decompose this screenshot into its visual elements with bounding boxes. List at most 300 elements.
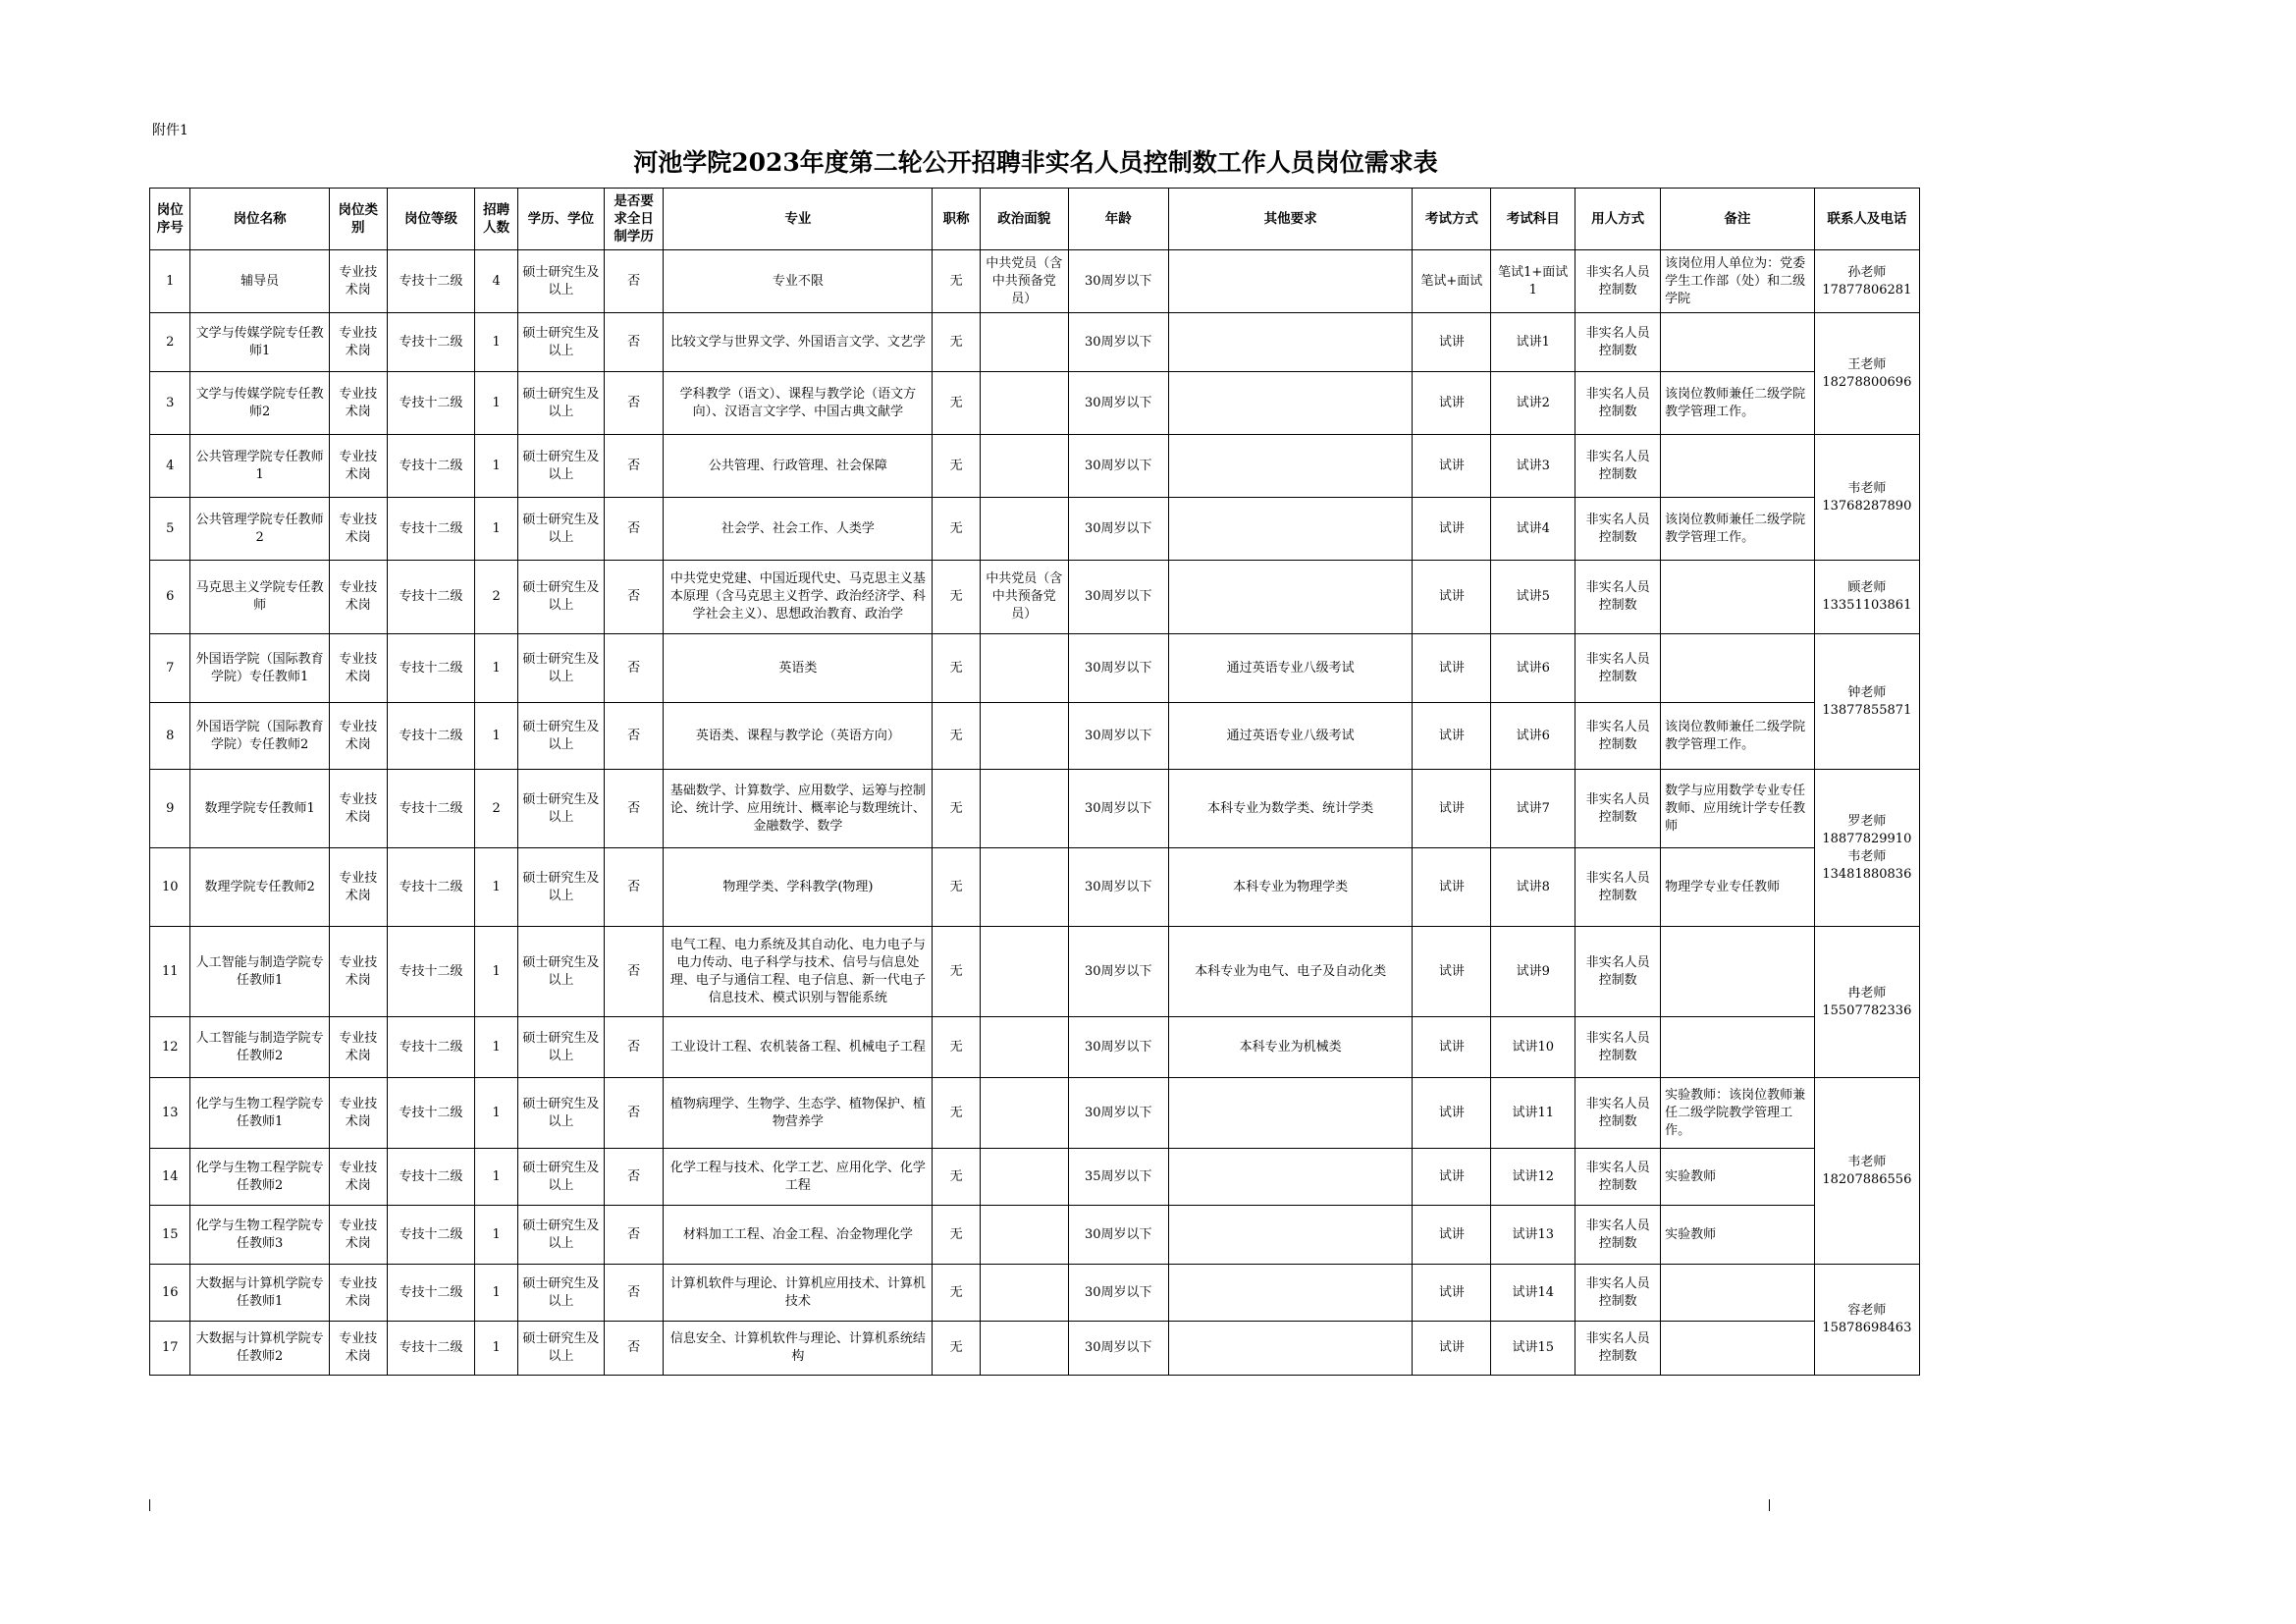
exam-method: 试讲 <box>1413 634 1491 703</box>
exam-method: 试讲 <box>1413 561 1491 634</box>
row-no: 4 <box>150 435 190 498</box>
age-limit: 30周岁以下 <box>1068 250 1168 313</box>
other-requirements <box>1168 1149 1413 1206</box>
position-name: 人工智能与制造学院专任教师1 <box>190 927 329 1017</box>
table-row <box>150 634 1920 703</box>
position-category: 专业技术岗 <box>329 1078 387 1149</box>
education: 硕士研究生及以上 <box>517 250 604 313</box>
major-requirement: 比较文学与世界文学、外国语言文学、文艺学 <box>664 313 933 372</box>
header-col-age: 年龄 <box>1068 189 1168 250</box>
position-category: 专业技术岗 <box>329 1322 387 1376</box>
remarks: 该岗位教师兼任二级学院教学管理工作。 <box>1661 498 1815 561</box>
position-name: 公共管理学院专任教师2 <box>190 498 329 561</box>
professional-title: 无 <box>933 250 981 313</box>
exam-method: 试讲 <box>1413 770 1491 848</box>
employment-type: 非实名人员控制数 <box>1575 372 1661 435</box>
age-limit: 30周岁以下 <box>1068 1017 1168 1078</box>
other-requirements <box>1168 498 1413 561</box>
header-col-category: 岗位类别 <box>329 189 387 250</box>
exam-subject: 试讲15 <box>1491 1322 1575 1376</box>
attachment-label: 附件1 <box>152 123 188 138</box>
position-level: 专技十二级 <box>387 250 475 313</box>
header-col-fulltime: 是否要求全日制学历 <box>604 189 664 250</box>
header-col-other: 其他要求 <box>1168 189 1413 250</box>
table-continuation <box>149 1499 1770 1511</box>
remarks <box>1661 1265 1815 1322</box>
header-col-contact: 联系人及电话 <box>1814 189 1919 250</box>
major-requirement: 物理学类、学科教学(物理) <box>664 848 933 927</box>
header-col-title: 职称 <box>933 189 981 250</box>
education: 硕士研究生及以上 <box>517 561 604 634</box>
table-row <box>150 372 1920 435</box>
contact-name: 容老师 <box>1847 1303 1887 1318</box>
contact-phone: 15878698463 <box>1822 1321 1912 1335</box>
row-no: 16 <box>150 1265 190 1322</box>
hire-count: 1 <box>475 1149 517 1206</box>
exam-subject: 试讲8 <box>1491 848 1575 927</box>
remarks <box>1661 1322 1815 1376</box>
position-level: 专技十二级 <box>387 1265 475 1322</box>
position-category: 专业技术岗 <box>329 848 387 927</box>
header-col-no: 岗位序号 <box>150 189 190 250</box>
exam-method: 试讲 <box>1413 435 1491 498</box>
employment-type: 非实名人员控制数 <box>1575 1017 1661 1078</box>
position-level: 专技十二级 <box>387 1149 475 1206</box>
political-status <box>980 848 1068 927</box>
position-name: 大数据与计算机学院专任教师2 <box>190 1322 329 1376</box>
table-row <box>150 1206 1920 1265</box>
political-status <box>980 435 1068 498</box>
employment-type: 非实名人员控制数 <box>1575 1265 1661 1322</box>
other-requirements <box>1168 250 1413 313</box>
employment-type: 非实名人员控制数 <box>1575 1322 1661 1376</box>
header-col-count: 招聘人数 <box>475 189 517 250</box>
contact-phone: 18278800696 <box>1822 374 1912 390</box>
age-limit: 30周岁以下 <box>1068 313 1168 372</box>
position-category: 专业技术岗 <box>329 1149 387 1206</box>
political-status <box>980 498 1068 561</box>
political-status: 中共党员（含中共预备党员） <box>980 561 1068 634</box>
position-name: 外国语学院（国际教育学院）专任教师2 <box>190 703 329 770</box>
age-limit: 30周岁以下 <box>1068 1322 1168 1376</box>
remarks <box>1661 634 1815 703</box>
fulltime-required: 否 <box>604 1078 664 1149</box>
contact-name: 韦老师 <box>1847 480 1887 496</box>
row-no: 1 <box>150 250 190 313</box>
age-limit: 35周岁以下 <box>1068 1149 1168 1206</box>
remarks: 该岗位教师兼任二级学院教学管理工作。 <box>1661 703 1815 770</box>
professional-title: 无 <box>933 1206 981 1265</box>
contact-person <box>1814 313 1919 435</box>
political-status <box>980 770 1068 848</box>
exam-subject: 笔试1+面试1 <box>1491 250 1575 313</box>
fulltime-required: 否 <box>604 634 664 703</box>
fulltime-required: 否 <box>604 435 664 498</box>
contact-phone: 13351103861 <box>1822 598 1912 613</box>
other-requirements <box>1168 1206 1413 1265</box>
other-requirements: 本科专业为电气、电子及自动化类 <box>1168 927 1413 1017</box>
professional-title: 无 <box>933 313 981 372</box>
other-requirements: 本科专业为机械类 <box>1168 1017 1413 1078</box>
hire-count: 1 <box>475 927 517 1017</box>
fulltime-required: 否 <box>604 1206 664 1265</box>
education: 硕士研究生及以上 <box>517 703 604 770</box>
hire-count: 1 <box>475 848 517 927</box>
contact-phone: 17877806281 <box>1822 282 1912 298</box>
table-row <box>150 1078 1920 1149</box>
education: 硕士研究生及以上 <box>517 435 604 498</box>
position-category: 专业技术岗 <box>329 498 387 561</box>
contact-name: 王老师 <box>1847 356 1887 372</box>
position-name: 文学与传媒学院专任教师2 <box>190 372 329 435</box>
hire-count: 1 <box>475 634 517 703</box>
position-category: 专业技术岗 <box>329 927 387 1017</box>
position-level: 专技十二级 <box>387 372 475 435</box>
hire-count: 1 <box>475 1078 517 1149</box>
position-level: 专技十二级 <box>387 634 475 703</box>
position-category: 专业技术岗 <box>329 313 387 372</box>
exam-method: 笔试+面试 <box>1413 250 1491 313</box>
age-limit: 30周岁以下 <box>1068 435 1168 498</box>
table-row <box>150 313 1920 372</box>
remarks <box>1661 927 1815 1017</box>
political-status <box>980 634 1068 703</box>
position-category: 专业技术岗 <box>329 435 387 498</box>
table-row <box>150 770 1920 848</box>
education: 硕士研究生及以上 <box>517 770 604 848</box>
position-name: 文学与传媒学院专任教师1 <box>190 313 329 372</box>
contact-name: 韦老师 <box>1847 1154 1887 1169</box>
exam-method: 试讲 <box>1413 927 1491 1017</box>
header-col-education: 学历、学位 <box>517 189 604 250</box>
hire-count: 1 <box>475 703 517 770</box>
position-name: 化学与生物工程学院专任教师2 <box>190 1149 329 1206</box>
hire-count: 4 <box>475 250 517 313</box>
contact-name: 钟老师 <box>1847 684 1887 700</box>
header-col-note: 备注 <box>1661 189 1815 250</box>
professional-title: 无 <box>933 770 981 848</box>
education: 硕士研究生及以上 <box>517 1206 604 1265</box>
education: 硕士研究生及以上 <box>517 313 604 372</box>
education: 硕士研究生及以上 <box>517 927 604 1017</box>
professional-title: 无 <box>933 1322 981 1376</box>
remarks <box>1661 561 1815 634</box>
professional-title: 无 <box>933 848 981 927</box>
age-limit: 30周岁以下 <box>1068 770 1168 848</box>
position-name: 化学与生物工程学院专任教师1 <box>190 1078 329 1149</box>
age-limit: 30周岁以下 <box>1068 1265 1168 1322</box>
contact-name: 孙老师 <box>1847 264 1887 280</box>
table-row <box>150 927 1920 1017</box>
remarks: 物理学专业专任教师 <box>1661 848 1815 927</box>
header-row <box>150 189 1920 250</box>
position-level: 专技十二级 <box>387 1206 475 1265</box>
exam-method: 试讲 <box>1413 1322 1491 1376</box>
hire-count: 1 <box>475 435 517 498</box>
fulltime-required: 否 <box>604 250 664 313</box>
political-status <box>980 703 1068 770</box>
hire-count: 1 <box>475 498 517 561</box>
hire-count: 1 <box>475 1322 517 1376</box>
other-requirements: 本科专业为物理学类 <box>1168 848 1413 927</box>
education: 硕士研究生及以上 <box>517 498 604 561</box>
major-requirement: 电气工程、电力系统及其自动化、电力电子与电力传动、电子科学与技术、信号与信息处理、电子与通信工程、电子信息、新一代电子信息技术、模式识别与智能系统 <box>664 927 933 1017</box>
position-category: 专业技术岗 <box>329 1017 387 1078</box>
other-requirements <box>1168 1265 1413 1322</box>
row-no: 8 <box>150 703 190 770</box>
other-requirements: 本科专业为数学类、统计学类 <box>1168 770 1413 848</box>
exam-method: 试讲 <box>1413 1017 1491 1078</box>
contact-phone: 13877855871 <box>1822 702 1912 718</box>
exam-method: 试讲 <box>1413 498 1491 561</box>
political-status <box>980 1206 1068 1265</box>
exam-subject: 试讲4 <box>1491 498 1575 561</box>
fulltime-required: 否 <box>604 1149 664 1206</box>
major-requirement: 工业设计工程、农机装备工程、机械电子工程 <box>664 1017 933 1078</box>
exam-method: 试讲 <box>1413 313 1491 372</box>
remarks <box>1661 313 1815 372</box>
position-level: 专技十二级 <box>387 848 475 927</box>
position-category: 专业技术岗 <box>329 561 387 634</box>
exam-subject: 试讲12 <box>1491 1149 1575 1206</box>
fulltime-required: 否 <box>604 703 664 770</box>
contact-phone: 18207886556 <box>1822 1171 1912 1187</box>
employment-type: 非实名人员控制数 <box>1575 561 1661 634</box>
row-no: 7 <box>150 634 190 703</box>
remarks: 数学与应用数学专业专任教师、应用统计学专任教师 <box>1661 770 1815 848</box>
hire-count: 1 <box>475 372 517 435</box>
education: 硕士研究生及以上 <box>517 848 604 927</box>
row-no: 17 <box>150 1322 190 1376</box>
contact-name: 韦老师 <box>1847 848 1887 864</box>
major-requirement: 中共党史党建、中国近现代史、马克思主义基本原理（含马克思主义哲学、政治经济学、科学社会主义）、思想政治教育、政治学 <box>664 561 933 634</box>
employment-type: 非实名人员控制数 <box>1575 1078 1661 1149</box>
header-col-politics: 政治面貌 <box>980 189 1068 250</box>
employment-type: 非实名人员控制数 <box>1575 250 1661 313</box>
table-row <box>150 1322 1920 1376</box>
employment-type: 非实名人员控制数 <box>1575 313 1661 372</box>
position-name: 化学与生物工程学院专任教师3 <box>190 1206 329 1265</box>
political-status <box>980 1265 1068 1322</box>
exam-subject: 试讲11 <box>1491 1078 1575 1149</box>
hire-count: 1 <box>475 1265 517 1322</box>
table-row <box>150 1265 1920 1322</box>
contact-person <box>1814 561 1919 634</box>
major-requirement: 英语类、课程与教学论（英语方向） <box>664 703 933 770</box>
major-requirement: 基础数学、计算数学、应用数学、运筹与控制论、统计学、应用统计、概率论与数理统计、金融数学、数学 <box>664 770 933 848</box>
contact-person <box>1814 927 1919 1078</box>
major-requirement: 专业不限 <box>664 250 933 313</box>
contact-person <box>1814 250 1919 313</box>
position-level: 专技十二级 <box>387 703 475 770</box>
hire-count: 1 <box>475 1017 517 1078</box>
row-no: 2 <box>150 313 190 372</box>
row-no: 14 <box>150 1149 190 1206</box>
table-row <box>150 1149 1920 1206</box>
table-continuation <box>1769 1499 1770 1511</box>
employment-type: 非实名人员控制数 <box>1575 1206 1661 1265</box>
other-requirements <box>1168 372 1413 435</box>
fulltime-required: 否 <box>604 927 664 1017</box>
political-status <box>980 1017 1068 1078</box>
table-row <box>150 703 1920 770</box>
position-category: 专业技术岗 <box>329 372 387 435</box>
exam-method: 试讲 <box>1413 1206 1491 1265</box>
professional-title: 无 <box>933 498 981 561</box>
age-limit: 30周岁以下 <box>1068 927 1168 1017</box>
remarks: 该岗位教师兼任二级学院教学管理工作。 <box>1661 372 1815 435</box>
contact-name: 顾老师 <box>1847 580 1887 595</box>
other-requirements <box>1168 561 1413 634</box>
age-limit: 30周岁以下 <box>1068 1206 1168 1265</box>
contact-person <box>1814 634 1919 770</box>
position-level: 专技十二级 <box>387 1078 475 1149</box>
fulltime-required: 否 <box>604 1017 664 1078</box>
education: 硕士研究生及以上 <box>517 1322 604 1376</box>
exam-method: 试讲 <box>1413 1149 1491 1206</box>
table-row <box>150 498 1920 561</box>
position-level: 专技十二级 <box>387 927 475 1017</box>
employment-type: 非实名人员控制数 <box>1575 498 1661 561</box>
position-name: 马克思主义学院专任教师 <box>190 561 329 634</box>
position-category: 专业技术岗 <box>329 770 387 848</box>
age-limit: 30周岁以下 <box>1068 1078 1168 1149</box>
education: 硕士研究生及以上 <box>517 1078 604 1149</box>
position-name: 数理学院专任教师2 <box>190 848 329 927</box>
table-row <box>150 1017 1920 1078</box>
professional-title: 无 <box>933 634 981 703</box>
exam-subject: 试讲1 <box>1491 313 1575 372</box>
other-requirements <box>1168 1078 1413 1149</box>
other-requirements: 通过英语专业八级考试 <box>1168 703 1413 770</box>
age-limit: 30周岁以下 <box>1068 498 1168 561</box>
exam-method: 试讲 <box>1413 372 1491 435</box>
hire-count: 1 <box>475 1206 517 1265</box>
professional-title: 无 <box>933 1078 981 1149</box>
employment-type: 非实名人员控制数 <box>1575 927 1661 1017</box>
fulltime-required: 否 <box>604 770 664 848</box>
exam-method: 试讲 <box>1413 848 1491 927</box>
exam-subject: 试讲2 <box>1491 372 1575 435</box>
contact-person <box>1814 435 1919 561</box>
positions-table <box>149 188 1920 1376</box>
major-requirement: 学科教学（语文）、课程与教学论（语文方向）、汉语言文字学、中国古典文献学 <box>664 372 933 435</box>
employment-type: 非实名人员控制数 <box>1575 1149 1661 1206</box>
row-no: 5 <box>150 498 190 561</box>
position-name: 外国语学院（国际教育学院）专任教师1 <box>190 634 329 703</box>
exam-method: 试讲 <box>1413 1265 1491 1322</box>
contact-person <box>1814 1078 1919 1265</box>
age-limit: 30周岁以下 <box>1068 372 1168 435</box>
row-no: 12 <box>150 1017 190 1078</box>
position-level: 专技十二级 <box>387 435 475 498</box>
remarks: 该岗位用人单位为：党委学生工作部（处）和二级学院 <box>1661 250 1815 313</box>
exam-method: 试讲 <box>1413 1078 1491 1149</box>
remarks <box>1661 435 1815 498</box>
position-name: 辅导员 <box>190 250 329 313</box>
professional-title: 无 <box>933 1017 981 1078</box>
contact-phone: 13481880836 <box>1822 866 1912 882</box>
position-name: 人工智能与制造学院专任教师2 <box>190 1017 329 1078</box>
position-category: 专业技术岗 <box>329 1206 387 1265</box>
hire-count: 2 <box>475 770 517 848</box>
exam-method: 试讲 <box>1413 703 1491 770</box>
header-col-name: 岗位名称 <box>190 189 329 250</box>
major-requirement: 公共管理、行政管理、社会保障 <box>664 435 933 498</box>
political-status: 中共党员（含中共预备党员） <box>980 250 1068 313</box>
major-requirement: 化学工程与技术、化学工艺、应用化学、化学工程 <box>664 1149 933 1206</box>
employment-type: 非实名人员控制数 <box>1575 634 1661 703</box>
contact-phone: 18877829910 <box>1822 831 1912 846</box>
major-requirement: 社会学、社会工作、人类学 <box>664 498 933 561</box>
row-no: 11 <box>150 927 190 1017</box>
professional-title: 无 <box>933 703 981 770</box>
age-limit: 30周岁以下 <box>1068 634 1168 703</box>
political-status <box>980 1078 1068 1149</box>
position-level: 专技十二级 <box>387 1322 475 1376</box>
position-level: 专技十二级 <box>387 770 475 848</box>
contact-phone: 13768287890 <box>1822 498 1912 514</box>
contact-name: 冉老师 <box>1847 985 1887 1001</box>
age-limit: 30周岁以下 <box>1068 561 1168 634</box>
fulltime-required: 否 <box>604 372 664 435</box>
political-status <box>980 313 1068 372</box>
remarks: 实验教师 <box>1661 1149 1815 1206</box>
education: 硕士研究生及以上 <box>517 1265 604 1322</box>
fulltime-required: 否 <box>604 561 664 634</box>
position-name: 公共管理学院专任教师1 <box>190 435 329 498</box>
employment-type: 非实名人员控制数 <box>1575 848 1661 927</box>
education: 硕士研究生及以上 <box>517 1017 604 1078</box>
exam-subject: 试讲10 <box>1491 1017 1575 1078</box>
education: 硕士研究生及以上 <box>517 372 604 435</box>
exam-subject: 试讲7 <box>1491 770 1575 848</box>
table-row <box>150 435 1920 498</box>
row-no: 13 <box>150 1078 190 1149</box>
page-title: 河池学院2023年度第二轮公开招聘非实名人员控制数工作人员岗位需求表 <box>633 148 1438 177</box>
remarks <box>1661 1017 1815 1078</box>
employment-type: 非实名人员控制数 <box>1575 703 1661 770</box>
remarks: 实验教师 <box>1661 1206 1815 1265</box>
header-col-exam: 考试方式 <box>1413 189 1491 250</box>
contact-person <box>1814 770 1919 927</box>
fulltime-required: 否 <box>604 313 664 372</box>
position-level: 专技十二级 <box>387 1017 475 1078</box>
professional-title: 无 <box>933 1265 981 1322</box>
row-no: 15 <box>150 1206 190 1265</box>
professional-title: 无 <box>933 927 981 1017</box>
header-col-level: 岗位等级 <box>387 189 475 250</box>
table-row <box>150 561 1920 634</box>
position-category: 专业技术岗 <box>329 634 387 703</box>
table-row <box>150 250 1920 313</box>
major-requirement: 英语类 <box>664 634 933 703</box>
contact-person <box>1814 1265 1919 1376</box>
header-col-major: 专业 <box>664 189 933 250</box>
fulltime-required: 否 <box>604 848 664 927</box>
exam-subject: 试讲6 <box>1491 634 1575 703</box>
employment-type: 非实名人员控制数 <box>1575 770 1661 848</box>
position-category: 专业技术岗 <box>329 1265 387 1322</box>
age-limit: 30周岁以下 <box>1068 703 1168 770</box>
header-col-employ: 用人方式 <box>1575 189 1661 250</box>
contact-name: 罗老师 <box>1847 813 1887 829</box>
political-status <box>980 1322 1068 1376</box>
other-requirements <box>1168 1322 1413 1376</box>
exam-subject: 试讲14 <box>1491 1265 1575 1322</box>
fulltime-required: 否 <box>604 1265 664 1322</box>
other-requirements <box>1168 313 1413 372</box>
